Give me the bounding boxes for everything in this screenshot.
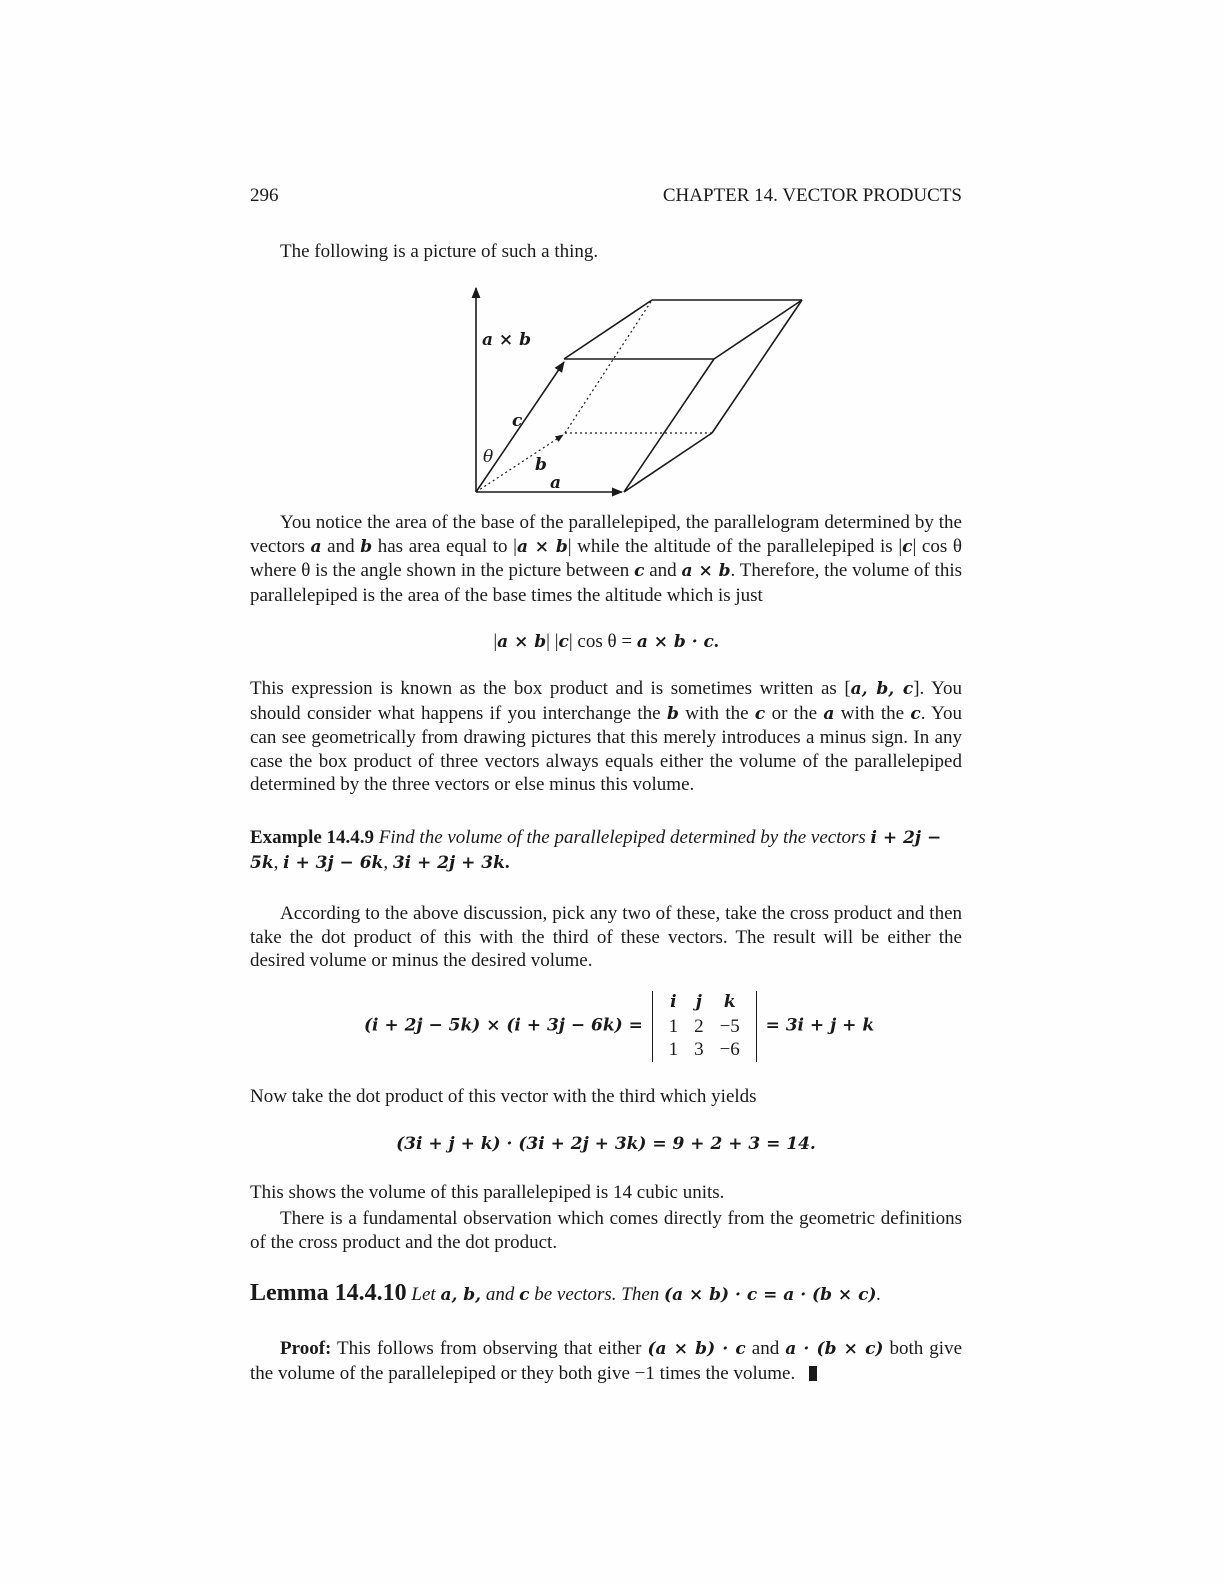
- running-head: CHAPTER 14. VECTOR PRODUCTS: [662, 185, 962, 206]
- example-label: Example 14.4.9: [250, 827, 375, 848]
- edge: [624, 359, 714, 492]
- equation-volume: |a × b| |c| cos θ = a × b · c.: [493, 631, 719, 652]
- proof-label: Proof:: [280, 1338, 332, 1359]
- page-header: [250, 184, 962, 208]
- label-a: a: [550, 473, 562, 493]
- label-c: c: [512, 411, 523, 431]
- lemma-label: Lemma 14.4.10: [250, 1280, 407, 1306]
- paragraph-box-product: This expression is known as the box product and is sometimes written as [a, b, c]. You should consider what happens if you interchange the b with the c or the a with the c. You can see geometrically from drawing pictures that this merely introduces a minus sign. In any case the box product of three vectors always equals either the volume of the parallelepiped determined by the three vectors or else minus this volume.: [250, 678, 962, 795]
- proof: Proof: This follows from observing that either (a × b) · c and a · (b × c) both give the volume of the parallelepiped or they both give −1 times the volume.: [250, 1338, 963, 1384]
- lemma-14-4-10: Lemma 14.4.10 Let a, b, and c be vectors. Then (a × b) · c = a · (b × c).: [250, 1280, 882, 1306]
- equation-dot-product: (3i + j + k) · (3i + 2j + 3k) = 9 + 2 + 3 = 14.: [396, 1134, 816, 1154]
- edge: [714, 300, 802, 359]
- equation-cross-product: [364, 991, 874, 1062]
- cross-product-lhs: (i + 2j − 5k) × (i + 3j − 6k) =: [364, 1015, 643, 1036]
- qed-box-icon: [809, 1366, 817, 1381]
- paragraph-dot-product: Now take the dot product of this vector with the third which yields: [250, 1086, 757, 1107]
- paragraph-discussion: According to the above discussion, pick any two of these, take the cross product and then take the dot product of this with the third of these vectors. The result will be either the desired volume or minus the desired volume.: [250, 903, 962, 971]
- edge: [564, 300, 652, 359]
- parallelepiped-figure: [460, 280, 820, 505]
- edge: [712, 300, 802, 433]
- cross-product-rhs: = 3i + j + k: [765, 1015, 875, 1036]
- example-14-4-9: Example 14.4.9 Find the volume of the parallelepiped determined by the vectors i + 2j − 5k, i + 3j − 6k, 3i + 2j + 3k.: [250, 827, 942, 873]
- paragraph-result: This shows the volume of this parallelepiped is 14 cubic units.: [250, 1182, 725, 1203]
- intro-paragraph: The following is a picture of such a thing.: [280, 241, 599, 262]
- paragraph-observation: There is a fundamental observation which comes directly from the geometric definitions of the cross product and the dot product.: [250, 1208, 962, 1253]
- paragraph-base-area: You notice the area of the base of the parallelepiped, the parallelogram determined by the vectors a and b has area equal to |a × b| while the altitude of the parallelepiped is |c| cos θ where θ is the angle shown in the picture between c and a × b. Therefore, the volume of this parallelepiped is the area of the base times the altitude which is just: [250, 512, 962, 606]
- label-theta: θ: [483, 447, 494, 467]
- hidden-edge: [565, 300, 652, 433]
- edge: [624, 433, 712, 492]
- determinant: i j k 1 2 −5 1 3 −6: [652, 991, 757, 1062]
- page-number: 296: [250, 185, 279, 206]
- label-b: b: [535, 455, 547, 475]
- label-axb: a × b: [482, 330, 531, 350]
